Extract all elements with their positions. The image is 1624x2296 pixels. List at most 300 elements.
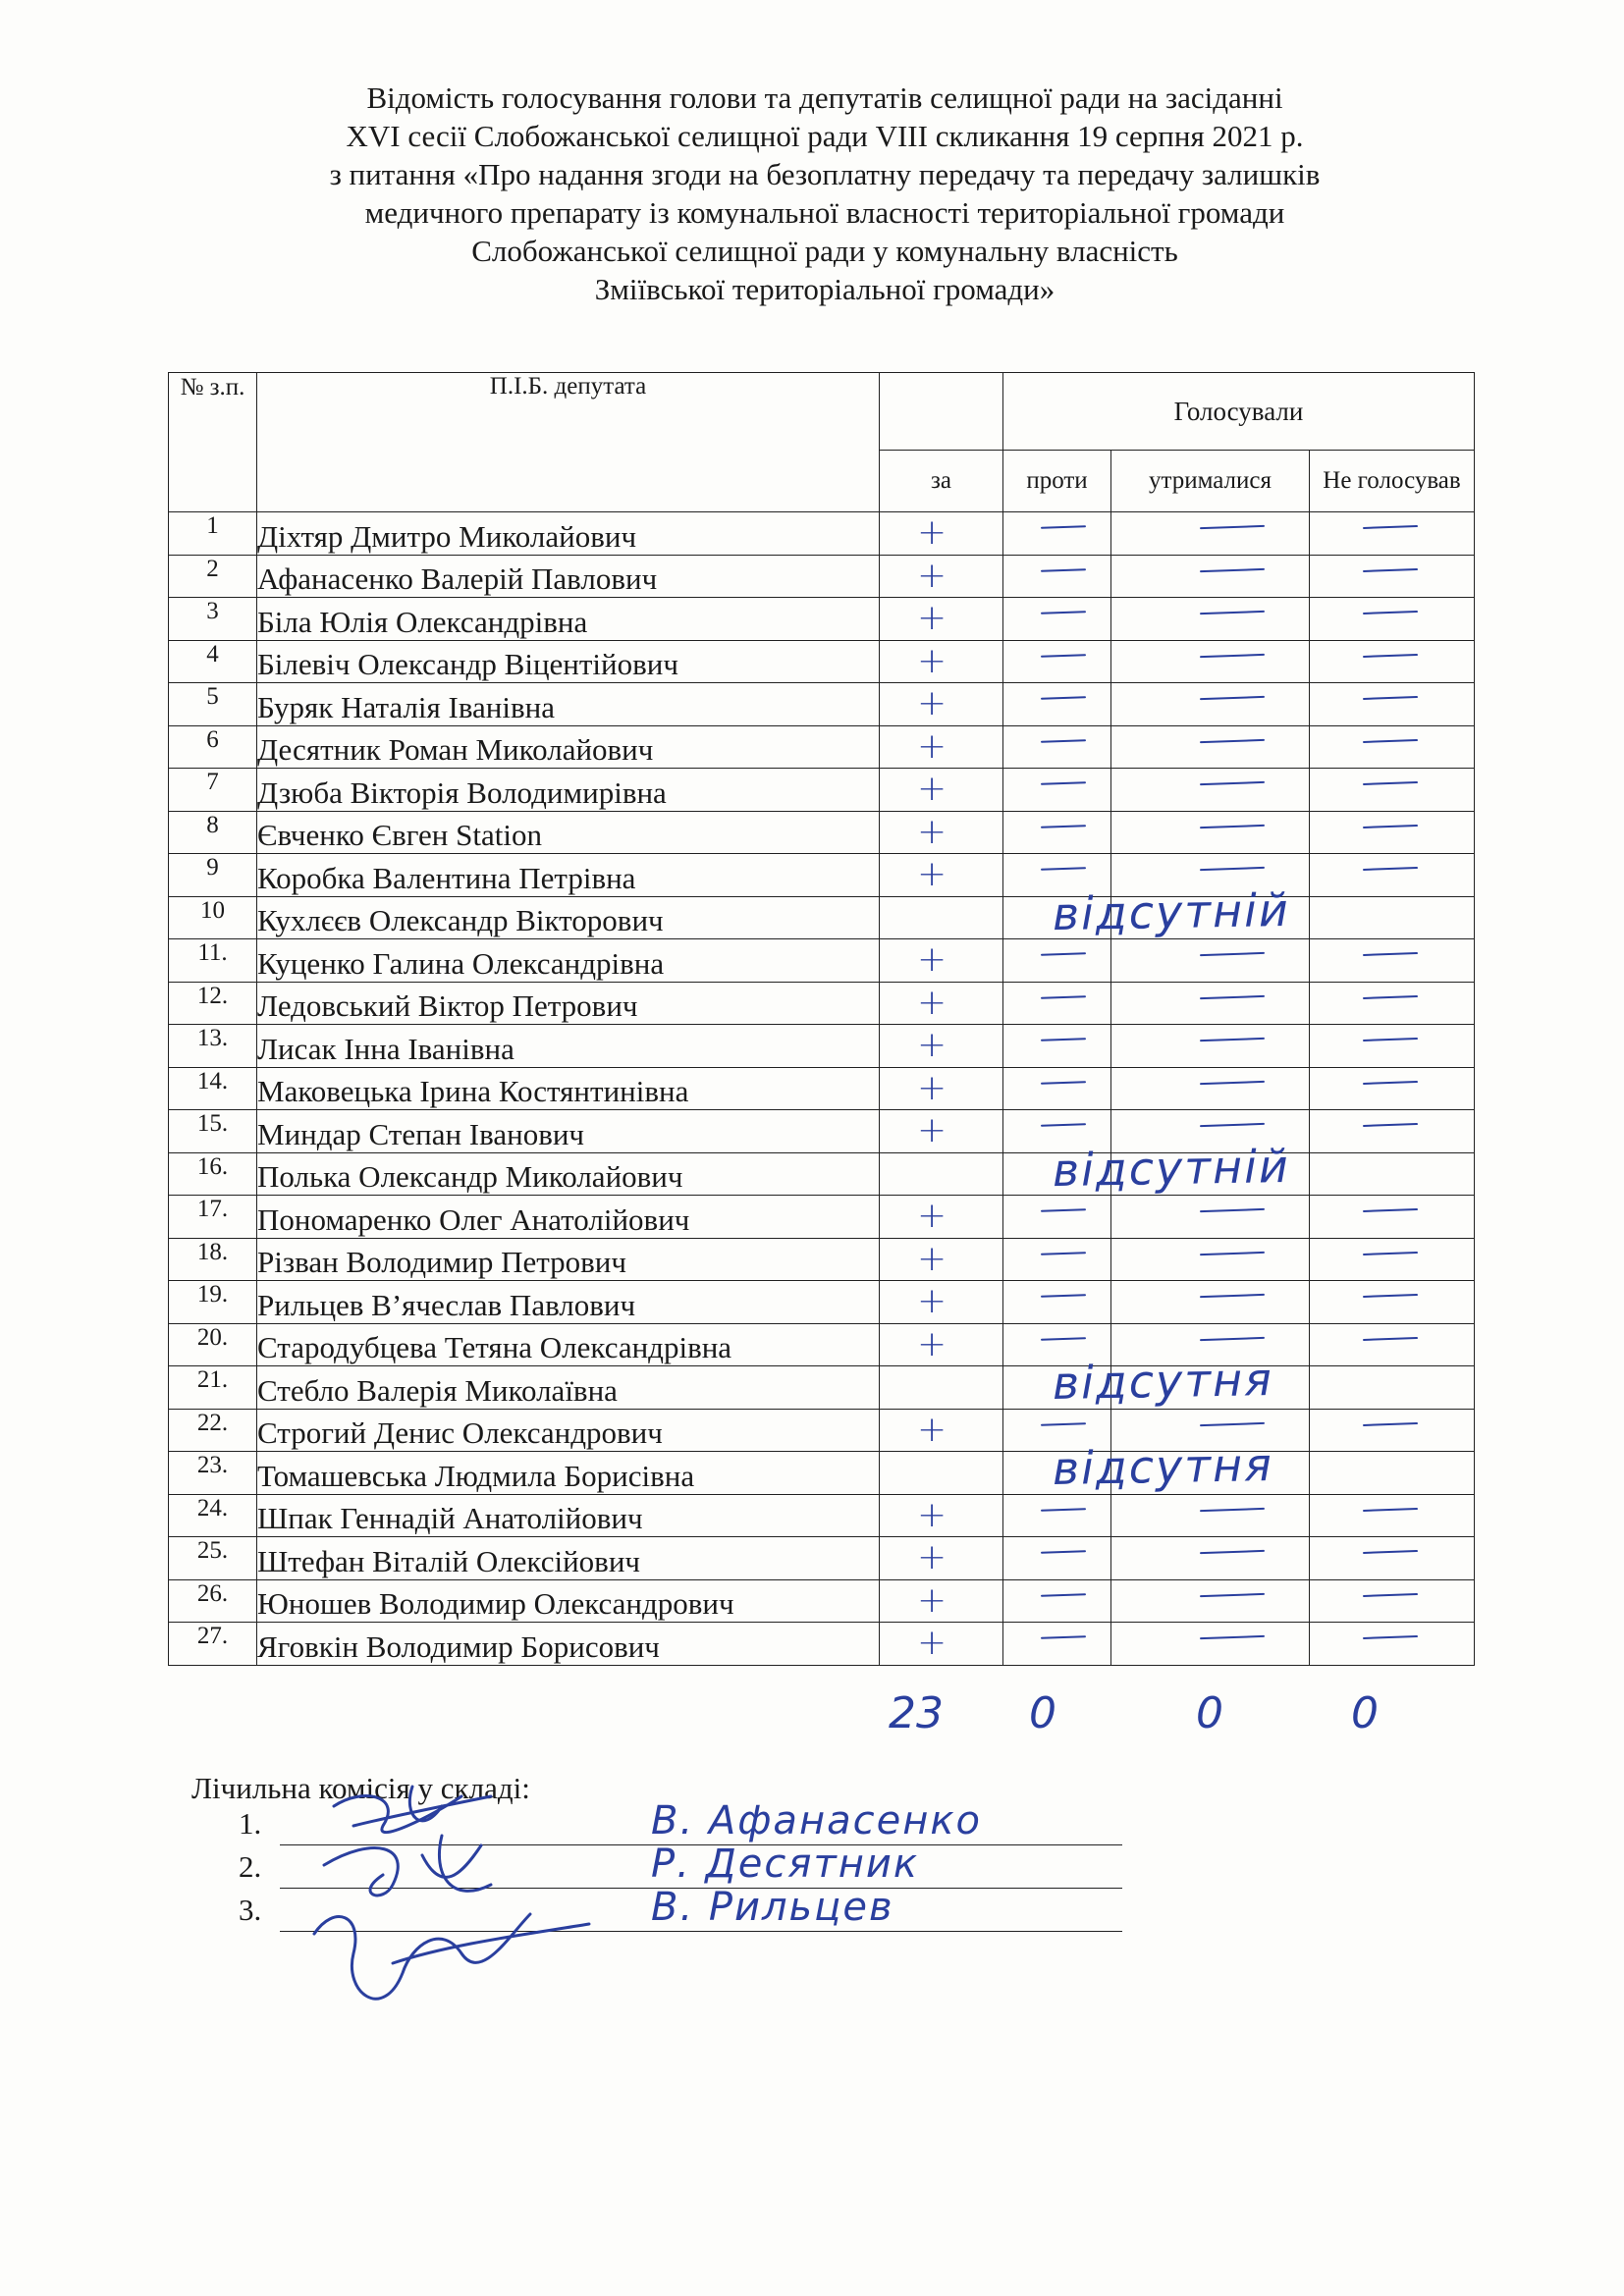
vote-not-voted-cell [1310, 640, 1475, 683]
dash-mark [1041, 1337, 1086, 1341]
vote-against-cell [1003, 1537, 1111, 1580]
plus-mark: + [917, 725, 947, 767]
vote-not-voted-cell [1310, 1579, 1475, 1623]
dash-mark [1041, 825, 1086, 828]
vote-not-voted-cell [1310, 854, 1475, 897]
table-row [169, 512, 1475, 556]
absent-note: відсутня [1052, 1353, 1274, 1410]
deputy-name: Рильцев В’ячеслав Павлович [257, 1281, 880, 1324]
vote-not-voted-cell [1310, 939, 1475, 983]
vote-abstain-cell [1111, 512, 1310, 556]
plus-mark: + [917, 1238, 947, 1279]
dash-mark [1200, 611, 1265, 614]
header-for: за [880, 451, 1003, 512]
vote-not-voted-cell [1310, 725, 1475, 769]
dash-mark [1363, 952, 1418, 956]
vote-for-cell [880, 896, 1003, 939]
vote-not-voted-cell [1310, 1409, 1475, 1452]
row-number: 8 [169, 811, 257, 854]
table-row [169, 1623, 1475, 1666]
dash-mark [1200, 653, 1265, 657]
plus-mark: + [917, 854, 947, 894]
table-row [169, 640, 1475, 683]
row-number: 3 [169, 598, 257, 641]
vote-not-voted-cell [1310, 1281, 1475, 1324]
vote-for-cell [880, 598, 1003, 641]
dash-mark [1041, 568, 1086, 572]
dash-mark [1200, 1421, 1265, 1425]
dash-mark [1041, 1422, 1086, 1426]
vote-for-cell [880, 939, 1003, 983]
dash-mark [1363, 825, 1418, 828]
vote-abstain-cell [1111, 1366, 1310, 1410]
vote-not-voted-cell [1310, 1196, 1475, 1239]
dash-mark [1041, 952, 1086, 956]
table-row [169, 1067, 1475, 1110]
vote-abstain-cell [1111, 683, 1310, 726]
row-number: 4 [169, 640, 257, 683]
vote-not-voted-cell [1310, 896, 1475, 939]
vote-against-cell [1003, 1281, 1111, 1324]
title-line: з питання «Про надання згоди на безоплатну передачу та передачу залишків [329, 157, 1321, 191]
dash-mark [1363, 781, 1418, 785]
plus-mark: + [917, 1323, 947, 1364]
vote-abstain-cell [1111, 725, 1310, 769]
vote-not-voted-cell [1310, 811, 1475, 854]
title-line: XVI сесії Слобожанської селищної ради VIII скликання 19 серпня 2021 р. [346, 119, 1304, 153]
header-against: проти [1003, 451, 1111, 512]
dash-mark [1200, 1294, 1265, 1298]
vote-against-cell [1003, 1579, 1111, 1623]
total-not-voted: 0 [1351, 1688, 1379, 1738]
deputy-name: Ледовський Віктор Петрович [257, 982, 880, 1025]
signature-1 [334, 1787, 491, 1833]
deputy-name: Різван Володимир Петрович [257, 1238, 880, 1281]
vote-abstain-cell [1111, 555, 1310, 598]
dash-mark [1363, 1208, 1418, 1212]
deputy-name: Стародубцева Тетяна Олександрівна [257, 1323, 880, 1366]
vote-abstain-cell [1111, 811, 1310, 854]
dash-mark [1200, 696, 1265, 700]
vote-not-voted-cell [1310, 1366, 1475, 1410]
dash-mark [1363, 1337, 1418, 1341]
vote-for-cell [880, 1494, 1003, 1537]
total-for: 23 [889, 1688, 944, 1738]
dash-mark [1041, 1294, 1086, 1298]
member-number: 1. [239, 1806, 262, 1841]
vote-against-cell [1003, 1494, 1111, 1537]
row-number: 11. [169, 939, 257, 983]
dash-mark [1200, 1208, 1265, 1212]
dash-mark [1200, 525, 1265, 529]
deputy-name: Миндар Степан Іванович [257, 1110, 880, 1153]
vote-against-cell [1003, 640, 1111, 683]
member-number: 3. [239, 1893, 262, 1927]
plus-mark: + [917, 640, 947, 681]
table-row [169, 939, 1475, 983]
dash-mark [1363, 611, 1418, 614]
vote-against-cell [1003, 982, 1111, 1025]
vote-against-cell [1003, 1238, 1111, 1281]
vote-abstain-cell [1111, 1537, 1310, 1580]
vote-not-voted-cell [1310, 598, 1475, 641]
voting-table [168, 372, 1475, 1666]
vote-not-voted-cell [1310, 683, 1475, 726]
total-against: 0 [1029, 1688, 1056, 1738]
dash-mark [1363, 1123, 1418, 1127]
total-abstain: 0 [1196, 1688, 1223, 1738]
commission-title: Лічильна комісія у складі: [191, 1771, 530, 1805]
plus-mark: + [917, 1579, 947, 1621]
table-row [169, 896, 1475, 939]
handwritten-signatures [295, 1777, 648, 2042]
vote-against-cell [1003, 598, 1111, 641]
row-number: 24. [169, 1494, 257, 1537]
deputy-name: Полька Олександр Миколайович [257, 1152, 880, 1196]
dash-mark [1041, 1635, 1086, 1639]
vote-against-cell [1003, 1196, 1111, 1239]
dash-mark [1200, 1336, 1265, 1340]
dash-mark [1363, 1635, 1418, 1639]
plus-mark: + [917, 1281, 947, 1321]
vote-against-cell [1003, 683, 1111, 726]
dash-mark [1041, 654, 1086, 658]
deputy-name: Томашевська Людмила Борисівна [257, 1452, 880, 1495]
table-row [169, 1409, 1475, 1452]
vote-not-voted-cell [1310, 1238, 1475, 1281]
vote-for-cell [880, 1238, 1003, 1281]
vote-for-cell [880, 1579, 1003, 1623]
vote-for-cell [880, 1537, 1003, 1580]
row-number: 26. [169, 1579, 257, 1623]
dash-mark [1200, 1550, 1265, 1554]
dash-mark [1363, 1252, 1418, 1255]
table-row [169, 811, 1475, 854]
dash-mark [1041, 1252, 1086, 1255]
vote-not-voted-cell [1310, 982, 1475, 1025]
vote-for-cell [880, 683, 1003, 726]
vote-for-cell [880, 982, 1003, 1025]
dash-mark [1200, 824, 1265, 828]
plus-mark: + [917, 939, 947, 980]
vote-against-cell [1003, 1623, 1111, 1666]
dash-mark [1363, 1422, 1418, 1426]
vote-abstain-cell [1111, 1281, 1310, 1324]
deputy-name: Строгий Денис Олександрович [257, 1409, 880, 1452]
dash-mark [1041, 1593, 1086, 1597]
deputy-name: Буряк Наталія Іванівна [257, 683, 880, 726]
table-row [169, 1494, 1475, 1537]
plus-mark: + [917, 1409, 947, 1450]
vote-for-cell [880, 1067, 1003, 1110]
plus-mark: + [917, 1025, 947, 1065]
vote-for-cell [880, 725, 1003, 769]
dash-mark [1041, 1081, 1086, 1085]
table-row [169, 1152, 1475, 1196]
table-row [169, 1281, 1475, 1324]
table-row [169, 1238, 1475, 1281]
plus-mark: + [917, 512, 947, 553]
dash-mark [1041, 781, 1086, 785]
vote-against-cell [1003, 1025, 1111, 1068]
deputy-name: Десятник Роман Миколайович [257, 725, 880, 769]
vote-against-cell [1003, 555, 1111, 598]
vote-not-voted-cell [1310, 1623, 1475, 1666]
vote-against-cell [1003, 939, 1111, 983]
row-number: 6 [169, 725, 257, 769]
vote-for-cell [880, 1623, 1003, 1666]
dash-mark [1200, 1038, 1265, 1041]
vote-not-voted-cell [1310, 512, 1475, 556]
vote-abstain-cell [1111, 982, 1310, 1025]
row-number: 22. [169, 1409, 257, 1452]
dash-mark [1363, 1593, 1418, 1597]
vote-abstain-cell [1111, 1579, 1310, 1623]
table-row [169, 769, 1475, 812]
vote-abstain-cell [1111, 1238, 1310, 1281]
row-number: 9 [169, 854, 257, 897]
header-deputy-name: П.І.Б. депутата [257, 373, 880, 512]
vote-against-cell [1003, 811, 1111, 854]
vote-for-cell [880, 1409, 1003, 1452]
dash-mark [1041, 1038, 1086, 1041]
header-empty [880, 373, 1003, 451]
signature-3 [314, 1914, 589, 1999]
vote-for-cell [880, 1366, 1003, 1410]
dash-mark [1363, 1550, 1418, 1554]
deputy-name: Стебло Валерія Миколаївна [257, 1366, 880, 1410]
deputy-name: Штефан Віталій Олексійович [257, 1537, 880, 1580]
vote-abstain-cell [1111, 598, 1310, 641]
dash-mark [1041, 696, 1086, 700]
table-row [169, 1025, 1475, 1068]
row-number: 7 [169, 769, 257, 812]
dash-mark [1200, 1123, 1265, 1127]
vote-for-cell [880, 1196, 1003, 1239]
plus-mark: + [917, 1110, 947, 1150]
vote-not-voted-cell [1310, 1537, 1475, 1580]
row-number: 2 [169, 555, 257, 598]
dash-mark [1200, 1251, 1265, 1255]
member-name: В. Афанасенко [651, 1798, 982, 1843]
header-voted: Голосували [1003, 373, 1475, 451]
vote-not-voted-cell [1310, 769, 1475, 812]
vote-abstain-cell [1111, 1196, 1310, 1239]
row-number: 15. [169, 1110, 257, 1153]
row-number: 18. [169, 1238, 257, 1281]
dash-mark [1041, 1208, 1086, 1212]
table-row [169, 1537, 1475, 1580]
vote-for-cell [880, 811, 1003, 854]
row-number: 10 [169, 896, 257, 939]
vote-against-cell [1003, 725, 1111, 769]
member-number: 2. [239, 1849, 262, 1884]
vote-against-cell [1003, 512, 1111, 556]
row-number: 19. [169, 1281, 257, 1324]
vote-for-cell [880, 1281, 1003, 1324]
deputy-name: Євченко Євген Station [257, 811, 880, 854]
deputy-name: Яговкін Володимир Борисович [257, 1623, 880, 1666]
plus-mark: + [917, 1494, 947, 1535]
signature-2 [324, 1836, 491, 1896]
deputy-name: Кухлєєв Олександр Вікторович [257, 896, 880, 939]
plus-mark: + [917, 1196, 947, 1236]
table-row [169, 1323, 1475, 1366]
row-number: 20. [169, 1323, 257, 1366]
vote-abstain-cell [1111, 1025, 1310, 1068]
vote-for-cell [880, 555, 1003, 598]
vote-not-voted-cell [1310, 1152, 1475, 1196]
member-name: В. Рильцев [651, 1885, 894, 1930]
dash-mark [1041, 867, 1086, 871]
row-number: 1 [169, 512, 257, 556]
table-row [169, 982, 1475, 1025]
vote-for-cell [880, 1152, 1003, 1196]
dash-mark [1363, 696, 1418, 700]
title-line: Відомість голосування голови та депутатів селищної ради на засіданні [366, 80, 1283, 115]
plus-mark: + [917, 1067, 947, 1108]
row-number: 21. [169, 1366, 257, 1410]
header-not-voted: Не голосував [1310, 451, 1475, 512]
row-number: 16. [169, 1152, 257, 1196]
vote-abstain-cell [1111, 1067, 1310, 1110]
absent-note: відсутній [1052, 882, 1291, 940]
vote-against-cell [1003, 1438, 1274, 1495]
header-number: № з.п. [169, 373, 257, 512]
plus-mark: + [917, 683, 947, 723]
vote-abstain-cell [1111, 1452, 1310, 1495]
vote-not-voted-cell [1310, 1452, 1475, 1495]
deputy-name: Маковецька Ірина Костянтинівна [257, 1067, 880, 1110]
deputy-name: Білевіч Олександр Віцентійович [257, 640, 880, 683]
title-line: Слобожанської селищної ради у комунальну власність [471, 234, 1178, 268]
table-row [169, 1579, 1475, 1623]
dash-mark [1363, 1081, 1418, 1085]
deputy-name: Діхтяр Дмитро Миколайович [257, 512, 880, 556]
dash-mark [1200, 781, 1265, 785]
row-number: 27. [169, 1623, 257, 1666]
vote-for-cell [880, 640, 1003, 683]
dash-mark [1041, 525, 1086, 529]
vote-against-cell [1003, 1067, 1111, 1110]
dash-mark [1041, 995, 1086, 999]
table-row [169, 1366, 1475, 1410]
deputy-name: Біла Юлія Олександрівна [257, 598, 880, 641]
dash-mark [1363, 1038, 1418, 1041]
title-line: медичного препарату із комунальної власності територіальної громади [364, 195, 1285, 230]
row-number: 25. [169, 1537, 257, 1580]
vote-abstain-cell [1111, 1152, 1310, 1196]
absent-note: відсутня [1052, 1438, 1274, 1495]
deputy-name: Лисак Інна Іванівна [257, 1025, 880, 1068]
title-line: Зміївської територіальної громади» [594, 272, 1056, 306]
row-number: 14. [169, 1067, 257, 1110]
deputy-name: Коробка Валентина Петрівна [257, 854, 880, 897]
plus-mark: + [917, 982, 947, 1023]
absent-note: відсутній [1052, 1139, 1291, 1197]
vote-for-cell [880, 1323, 1003, 1366]
table-row [169, 725, 1475, 769]
vote-not-voted-cell [1310, 1494, 1475, 1537]
dash-mark [1041, 1550, 1086, 1554]
dash-mark [1363, 654, 1418, 658]
plus-mark: + [917, 811, 947, 852]
deputy-name: Юношев Володимир Олександрович [257, 1579, 880, 1623]
vote-for-cell [880, 1025, 1003, 1068]
table-row [169, 1452, 1475, 1495]
vote-for-cell [880, 1452, 1003, 1495]
dash-mark [1200, 1080, 1265, 1084]
vote-abstain-cell [1111, 769, 1310, 812]
header-abstain: утрималися [1111, 451, 1310, 512]
dash-mark [1363, 568, 1418, 572]
deputy-name: Шпак Геннадій Анатолійович [257, 1494, 880, 1537]
vote-not-voted-cell [1310, 1067, 1475, 1110]
dash-mark [1041, 1508, 1086, 1512]
dash-mark [1041, 1123, 1086, 1127]
vote-for-cell [880, 769, 1003, 812]
row-number: 5 [169, 683, 257, 726]
vote-abstain-cell [1111, 896, 1310, 939]
dash-mark [1363, 867, 1418, 871]
plus-mark: + [917, 769, 947, 809]
vote-abstain-cell [1111, 1623, 1310, 1666]
dash-mark [1041, 739, 1086, 743]
plus-mark: + [917, 555, 947, 596]
vote-abstain-cell [1111, 1494, 1310, 1537]
dash-mark [1041, 611, 1086, 614]
dash-mark [1200, 1635, 1265, 1639]
vote-against-cell [1003, 1353, 1274, 1410]
plus-mark: + [917, 1537, 947, 1577]
vote-not-voted-cell [1310, 555, 1475, 598]
dash-mark [1363, 995, 1418, 999]
row-number: 17. [169, 1196, 257, 1239]
plus-mark: + [917, 1623, 947, 1663]
vote-abstain-cell [1111, 640, 1310, 683]
vote-not-voted-cell [1310, 1323, 1475, 1366]
vote-for-cell [880, 854, 1003, 897]
table-row [169, 555, 1475, 598]
deputy-name: Пономаренко Олег Анатолійович [257, 1196, 880, 1239]
vote-for-cell [880, 1110, 1003, 1153]
dash-mark [1363, 1508, 1418, 1512]
vote-not-voted-cell [1310, 1025, 1475, 1068]
dash-mark [1200, 738, 1265, 742]
member-name: Р. Десятник [651, 1842, 920, 1887]
vote-for-cell [880, 512, 1003, 556]
document-title [147, 79, 1502, 308]
table-row [169, 598, 1475, 641]
vote-against-cell [1003, 882, 1291, 940]
table-row [169, 1196, 1475, 1239]
vote-abstain-cell [1111, 939, 1310, 983]
deputy-name: Дзюба Вікторія Володимирівна [257, 769, 880, 812]
vote-against-cell [1003, 1139, 1291, 1197]
deputy-name: Куценко Галина Олександрівна [257, 939, 880, 983]
dash-mark [1200, 952, 1265, 956]
row-number: 12. [169, 982, 257, 1025]
table-row [169, 683, 1475, 726]
dash-mark [1200, 867, 1265, 871]
vote-not-voted-cell [1310, 1110, 1475, 1153]
row-number: 23. [169, 1452, 257, 1495]
plus-mark: + [917, 598, 947, 638]
deputy-name: Афанасенко Валерій Павлович [257, 555, 880, 598]
row-number: 13. [169, 1025, 257, 1068]
dash-mark [1363, 1294, 1418, 1298]
dash-mark [1200, 1507, 1265, 1511]
